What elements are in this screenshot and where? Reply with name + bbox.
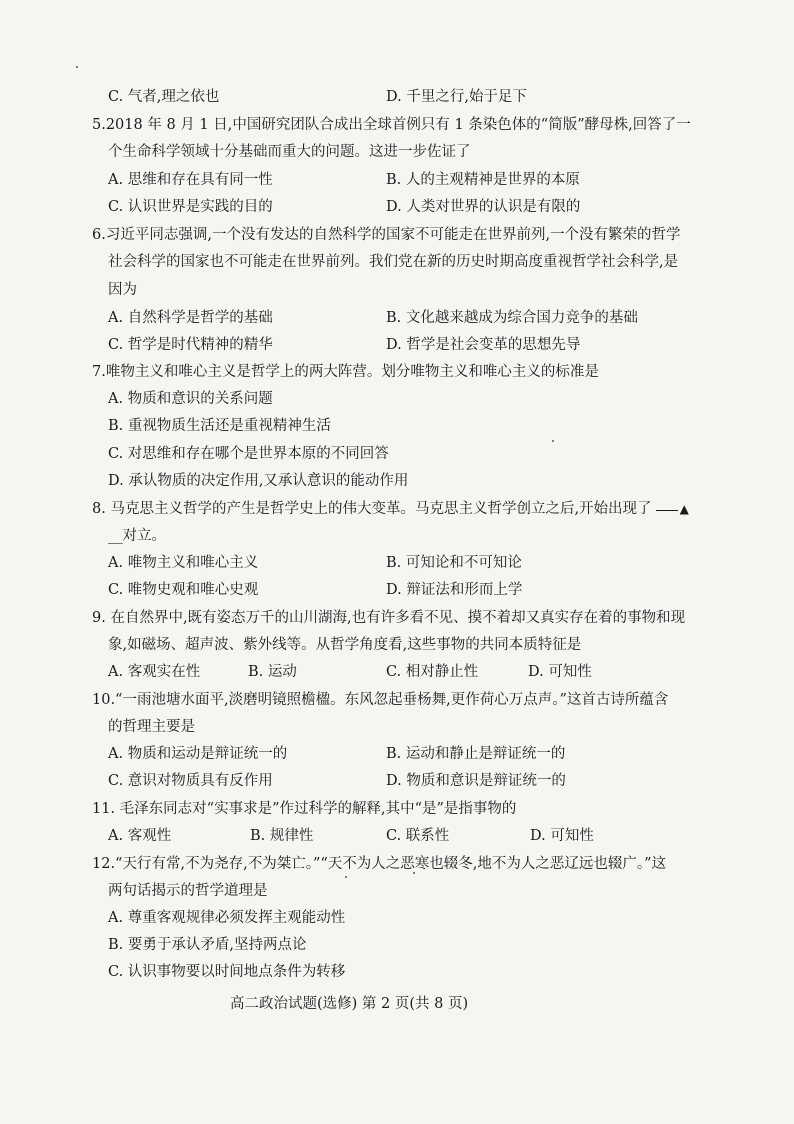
q12-stem-line1: 12.“天行有常,不为尧存,不为桀亡。”“天不为人之恶寒也辍冬,地不为人之恶辽远也辍广。”这 [92, 856, 667, 872]
q7-option-d: D. 承认物质的决定作用,又承认意识的能动作用 [108, 473, 409, 489]
q8-option-a: A. 唯物主义和唯心主义 [108, 555, 259, 571]
q6-stem-line1: 6.习近平同志强调,一个没有发达的自然科学的国家不可能走在世界前列,一个没有繁荣的哲学 [92, 227, 681, 243]
scan-speck [345, 876, 347, 878]
q12-option-b: B. 要勇于承认矛盾,坚持两点论 [108, 937, 307, 953]
q9-option-b: B. 运动 [248, 664, 297, 680]
q9-option-a: A. 客观实在性 [108, 664, 201, 680]
q12-option-a: A. 尊重客观规律必须发挥主观能动性 [108, 910, 346, 926]
q5-option-a: A. 思维和存在具有同一性 [108, 172, 273, 188]
q10-option-a: A. 物质和运动是辩证统一的 [108, 746, 288, 762]
q6-option-c: C. 哲学是时代精神的精华 [108, 337, 273, 353]
q10-stem-line2: 的哲理主要是 [108, 719, 195, 735]
q12-stem-line2: 两句话揭示的哲学道理是 [108, 883, 268, 899]
q8-option-b: B. 可知论和不可知论 [386, 555, 522, 571]
q8-stem-line2: __对立。 [108, 528, 166, 544]
q4-option-c: C. 气者,理之依也 [108, 89, 220, 105]
q10-option-d: D. 物质和意识是辩证统一的 [386, 773, 566, 789]
q6-stem-line3: 因为 [108, 282, 137, 298]
q11-option-c: C. 联系性 [386, 828, 450, 844]
q7-option-b: B. 重视物质生活还是重视精神生活 [108, 418, 331, 434]
q7-option-c: C. 对思维和存在哪个是世界本原的不同回答 [108, 446, 389, 462]
q8-answer-blank [656, 510, 678, 511]
q9-stem-line1: 9. 在自然界中,既有姿态万千的山川湖海,也有许多看不见、摸不着却又真实存在着的事物和现 [92, 610, 686, 626]
q11-option-b: B. 规律性 [250, 828, 314, 844]
q5-option-b: B. 人的主观精神是世界的本原 [386, 172, 580, 188]
q9-stem-line2: 象,如磁场、超声波、紫外线等。从哲学角度看,这些事物的共同本质特征是 [108, 637, 582, 653]
q7-stem-line1: 7.唯物主义和唯心主义是哲学上的两大阵营。划分唯物主义和唯心主义的标准是 [92, 364, 599, 380]
q5-option-c: C. 认识世界是实践的目的 [108, 199, 273, 215]
q5-stem-line1: 5.2018 年 8 月 1 日,中国研究团队合成出全球首例只有 1 条染色体的“简版”酵母株,回答了一 [92, 117, 691, 133]
q10-stem-line1: 10.“一雨池塘水面平,淡磨明镜照檐楹。东风忽起垂杨舞,更作荷心万点声。”这首古诗所蕴含 [92, 692, 669, 708]
q8-stem-line1 [92, 500, 689, 518]
q5-option-d: D. 人类对世界的认识是有限的 [386, 199, 581, 215]
q8-stem-text: 8. 马克思主义哲学的产生是哲学史上的伟大变革。马克思主义哲学创立之后,开始出现了 [92, 501, 652, 517]
q8-option-d: D. 辩证法和形而上学 [386, 582, 523, 598]
q6-stem-line2: 社会科学的国家也不可能走在世界前列。我们党在新的历史时期高度重视哲学社会科学,是 [108, 254, 679, 270]
q6-option-d: D. 哲学是社会变革的思想先导 [386, 337, 581, 353]
q12-option-c: C. 认识事物要以时间地点条件为转移 [108, 964, 346, 980]
q11-option-a: A. 客观性 [108, 828, 172, 844]
q6-option-a: A. 自然科学是哲学的基础 [108, 310, 273, 326]
q9-option-d: D. 可知性 [528, 664, 592, 680]
q11-option-d: D. 可知性 [530, 828, 594, 844]
page-footer: 高二政治试题(选修) 第 2 页(共 8 页) [230, 996, 469, 1012]
q9-option-c: C. 相对静止性 [386, 664, 479, 680]
scan-speck [76, 66, 78, 68]
q10-option-c: C. 意识对物质具有反作用 [108, 773, 273, 789]
scan-speck [413, 872, 415, 874]
q7-option-a: A. 物质和意识的关系问题 [108, 391, 273, 407]
q5-stem-line2: 个生命科学领域十分基础而重大的问题。这进一步佐证了 [108, 144, 471, 160]
q8-blank-marker: ▲ [679, 502, 689, 516]
q6-option-b: B. 文化越来越成为综合国力竞争的基础 [386, 310, 638, 326]
q8-option-c: C. 唯物史观和唯心史观 [108, 582, 259, 598]
q11-stem-line1: 11. 毛泽东同志对“实事求是”作过科学的解释,其中“是”是指事物的 [92, 801, 517, 817]
q10-option-b: B. 运动和静止是辩证统一的 [386, 746, 566, 762]
q4-option-d: D. 千里之行,始于足下 [386, 89, 527, 105]
scan-speck [552, 440, 554, 442]
